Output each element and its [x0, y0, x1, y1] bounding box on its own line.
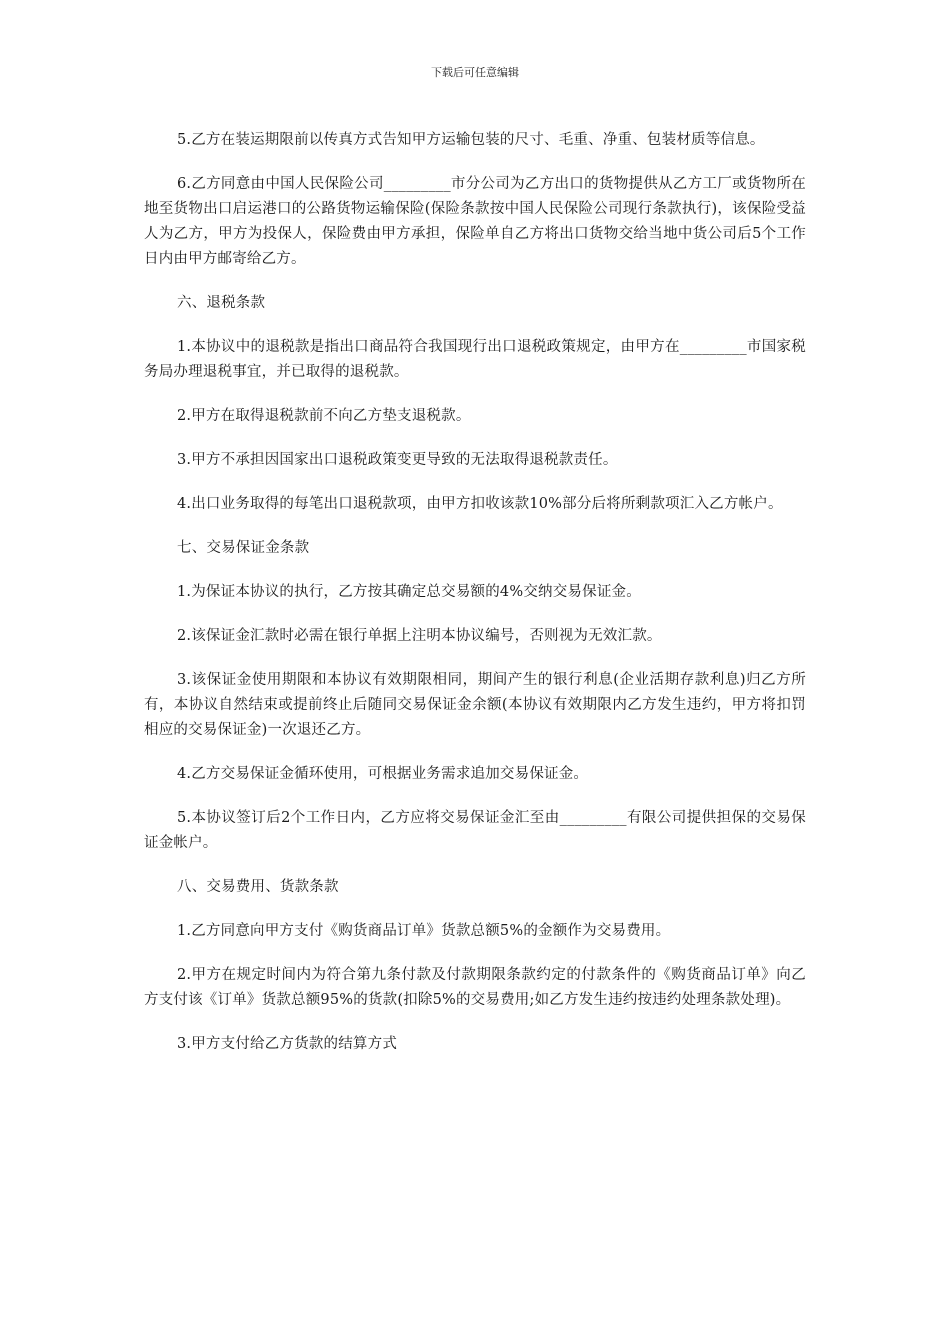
- paragraph-transaction-fee: 1.乙方同意向甲方支付《购货商品订单》货款总额5%的金额作为交易费用。: [177, 923, 671, 939]
- paragraph-tax-refund-deduction: 4.出口业务取得的每笔出口退税款项，由甲方扣收该款10%部分后将所剩款项汇入乙方帐户。: [177, 496, 783, 512]
- paragraph-deposit-rate: 1.为保证本协议的执行，乙方按其确定总交易额的4%交纳交易保证金。: [177, 584, 641, 600]
- paragraph-payment: 2.甲方在规定时间内为符合第九条付款及付款期限条款约定的付款条件的《购货商品订单》向乙方支付该《订单》货款总额95%的货款(扣除5%的交易费用;如乙方发生违约按违约处理条款处理)。: [144, 967, 806, 1008]
- section-heading-fees: 八、交易费用、货款条款: [177, 879, 339, 895]
- paragraph-tax-refund-policy-change: 3.甲方不承担因国家出口退税政策变更导致的无法取得退税款责任。: [177, 452, 618, 468]
- paragraph-insurance: 6.乙方同意由中国人民保险公司_________市分公司为乙方出口的货物提供从乙方工厂或货物所在地至货物出口启运港口的公路货物运输保险(保险条款按中国人民保险公司现行条款执行)，该保险受益人为乙方，甲方为投保人，保险费由甲方承担，保险单自乙方将出口货物交给当地中货公司后5个工作日内由甲方邮寄给乙方。: [144, 176, 806, 267]
- section-heading-deposit: 七、交易保证金条款: [177, 540, 310, 556]
- section-heading-tax-refund: 六、退税条款: [177, 295, 266, 311]
- paragraph-tax-refund-no-advance: 2.甲方在取得退税款前不向乙方垫支退税款。: [177, 408, 471, 424]
- paragraph-packing-info: 5.乙方在装运期限前以传真方式告知甲方运输包装的尺寸、毛重、净重、包装材质等信息。: [177, 132, 765, 148]
- paragraph-settlement-method: 3.甲方支付给乙方货款的结算方式: [177, 1036, 398, 1052]
- paragraph-tax-refund-definition: 1.本协议中的退税款是指出口商品符合我国现行出口退税政策规定，由甲方在_________市国家税务局办理退税事宜，并已取得的退税款。: [144, 339, 806, 380]
- paragraph-deposit-remittance: 2.该保证金汇款时必需在银行单据上注明本协议编号，否则视为无效汇款。: [177, 628, 662, 644]
- document-body: [144, 128, 806, 1076]
- paragraph-deposit-revolving: 4.乙方交易保证金循环使用，可根据业务需求追加交易保证金。: [177, 766, 589, 782]
- page-header: 下载后可任意编辑: [431, 66, 519, 79]
- paragraph-deposit-account: 5.本协议签订后2个工作日内，乙方应将交易保证金汇至由_________有限公司提供担保的交易保证金帐户。: [144, 810, 806, 851]
- paragraph-deposit-term: 3.该保证金使用期限和本协议有效期限相同，期间产生的银行利息(企业活期存款利息)归乙方所有，本协议自然结束或提前终止后随同交易保证金余额(本协议有效期限内乙方发生违约，甲方将扣罚相应的交易保证金)一次退还乙方。: [144, 672, 806, 738]
